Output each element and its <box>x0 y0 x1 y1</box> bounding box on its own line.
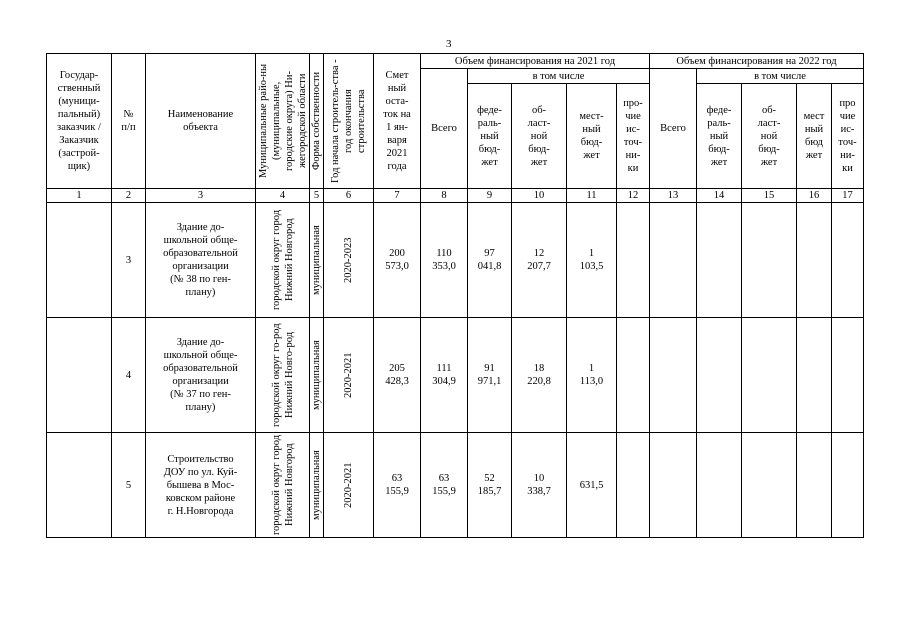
header-number: № п/п <box>112 54 146 189</box>
header-row-top <box>47 54 864 69</box>
column-number: 4 <box>256 189 310 203</box>
cell-object-name: Здание до- школьной обще- образовательной организации (№ 37 по ген- плану) <box>146 318 256 433</box>
cell-regional-2022 <box>742 318 797 433</box>
header-including-2021: в том числе <box>468 69 650 84</box>
cell-local-2021: 1 103,5 <box>567 203 617 318</box>
cell-other-2022 <box>832 433 864 538</box>
cell-number: 4 <box>112 318 146 433</box>
column-number: 5 <box>310 189 324 203</box>
column-number: 14 <box>697 189 742 203</box>
cell-estimate: 200 573,0 <box>374 203 421 318</box>
column-number: 16 <box>797 189 832 203</box>
cell-number: 3 <box>112 203 146 318</box>
cell-total-2021: 110 353,0 <box>421 203 468 318</box>
cell-district: городской округ го-род Нижний Новго-род <box>256 318 310 433</box>
cell-other-2022 <box>832 203 864 318</box>
cell-regional-2021: 12 207,7 <box>512 203 567 318</box>
cell-district: городской округ город Нижний Новгород <box>256 433 310 538</box>
column-number: 15 <box>742 189 797 203</box>
header-district: Муниципальные райо-ны (муниципальные, городские округа) Ни-жегородской области <box>256 54 310 189</box>
cell-customer <box>47 433 112 538</box>
cell-object-name: Строительство ДОУ по ул. Куй- бышева в Мос- ковском районе г. Н.Новгорода <box>146 433 256 538</box>
cell-ownership: муниципальная <box>310 433 324 538</box>
header-ownership: Форма собственности <box>310 54 324 189</box>
cell-years: 2020-2023 <box>324 203 374 318</box>
cell-customer <box>47 203 112 318</box>
header-financing-2021: Объем финансирования на 2021 год <box>421 54 650 69</box>
cell-object-name: Здание до- школьной обще- образовательной организации (№ 38 по ген- плану) <box>146 203 256 318</box>
header-federal-2022: феде- раль- ный бюд- жет <box>697 84 742 189</box>
cell-total-2022 <box>650 318 697 433</box>
header-financing-2022: Объем финансирования на 2022 год <box>650 54 864 69</box>
column-number: 9 <box>468 189 512 203</box>
header-total-2022: Всего <box>650 69 697 189</box>
cell-local-2021: 1 113,0 <box>567 318 617 433</box>
cell-federal-2022 <box>697 433 742 538</box>
cell-ownership: муниципальная <box>310 203 324 318</box>
table-row <box>47 318 864 433</box>
header-estimate: Смет ный оста- ток на 1 ян- варя 2021 года <box>374 54 421 189</box>
header-object-name: Наименование объекта <box>146 54 256 189</box>
header-regional-2021: об- ласт- ной бюд- жет <box>512 84 567 189</box>
column-number: 1 <box>47 189 112 203</box>
cell-regional-2021: 18 220,8 <box>512 318 567 433</box>
column-number: 3 <box>146 189 256 203</box>
cell-local-2022 <box>797 433 832 538</box>
header-customer: Государ- ственный (муници- пальный) заказчик / Заказчик (застрой- щик) <box>47 54 112 189</box>
cell-federal-2021: 97 041,8 <box>468 203 512 318</box>
cell-local-2022 <box>797 318 832 433</box>
column-number-row <box>47 189 864 203</box>
column-number: 8 <box>421 189 468 203</box>
cell-years: 2020-2021 <box>324 433 374 538</box>
column-number: 13 <box>650 189 697 203</box>
cell-district: городской округ город Нижний Новгород <box>256 203 310 318</box>
header-regional-2022: об- ласт- ной бюд- жет <box>742 84 797 189</box>
column-number: 2 <box>112 189 146 203</box>
header-including-2022: в том числе <box>697 69 864 84</box>
column-number: 10 <box>512 189 567 203</box>
cell-local-2022 <box>797 203 832 318</box>
cell-number: 5 <box>112 433 146 538</box>
cell-other-2022 <box>832 318 864 433</box>
header-local-2021: мест- ный бюд- жет <box>567 84 617 189</box>
cell-federal-2022 <box>697 318 742 433</box>
cell-years: 2020-2021 <box>324 318 374 433</box>
cell-other-2021 <box>617 318 650 433</box>
cell-total-2021: 111 304,9 <box>421 318 468 433</box>
header-total-2021: Всего <box>421 69 468 189</box>
cell-other-2021 <box>617 203 650 318</box>
cell-federal-2021: 91 971,1 <box>468 318 512 433</box>
cell-local-2021: 631,5 <box>567 433 617 538</box>
cell-federal-2022 <box>697 203 742 318</box>
page-number: 3 <box>446 38 452 50</box>
column-number: 12 <box>617 189 650 203</box>
column-number: 17 <box>832 189 864 203</box>
header-other-2022: про чие ис- точ- ни- ки <box>832 84 864 189</box>
cell-estimate: 205 428,3 <box>374 318 421 433</box>
cell-regional-2021: 10 338,7 <box>512 433 567 538</box>
cell-total-2021: 63 155,9 <box>421 433 468 538</box>
table-row <box>47 433 864 538</box>
column-number: 7 <box>374 189 421 203</box>
cell-total-2022 <box>650 433 697 538</box>
table-row <box>47 203 864 318</box>
cell-federal-2021: 52 185,7 <box>468 433 512 538</box>
cell-other-2021 <box>617 433 650 538</box>
cell-ownership: муниципальная <box>310 318 324 433</box>
header-federal-2021: феде- раль- ный бюд- жет <box>468 84 512 189</box>
header-other-2021: про- чие ис- точ- ни- ки <box>617 84 650 189</box>
column-number: 11 <box>567 189 617 203</box>
header-years: Год начала строитель-ства - год окончания строительства <box>324 54 374 189</box>
column-number: 6 <box>324 189 374 203</box>
cell-customer <box>47 318 112 433</box>
header-local-2022: мест ный бюд жет <box>797 84 832 189</box>
cell-estimate: 63 155,9 <box>374 433 421 538</box>
cell-regional-2022 <box>742 203 797 318</box>
cell-total-2022 <box>650 203 697 318</box>
financing-table <box>46 53 864 538</box>
cell-regional-2022 <box>742 433 797 538</box>
